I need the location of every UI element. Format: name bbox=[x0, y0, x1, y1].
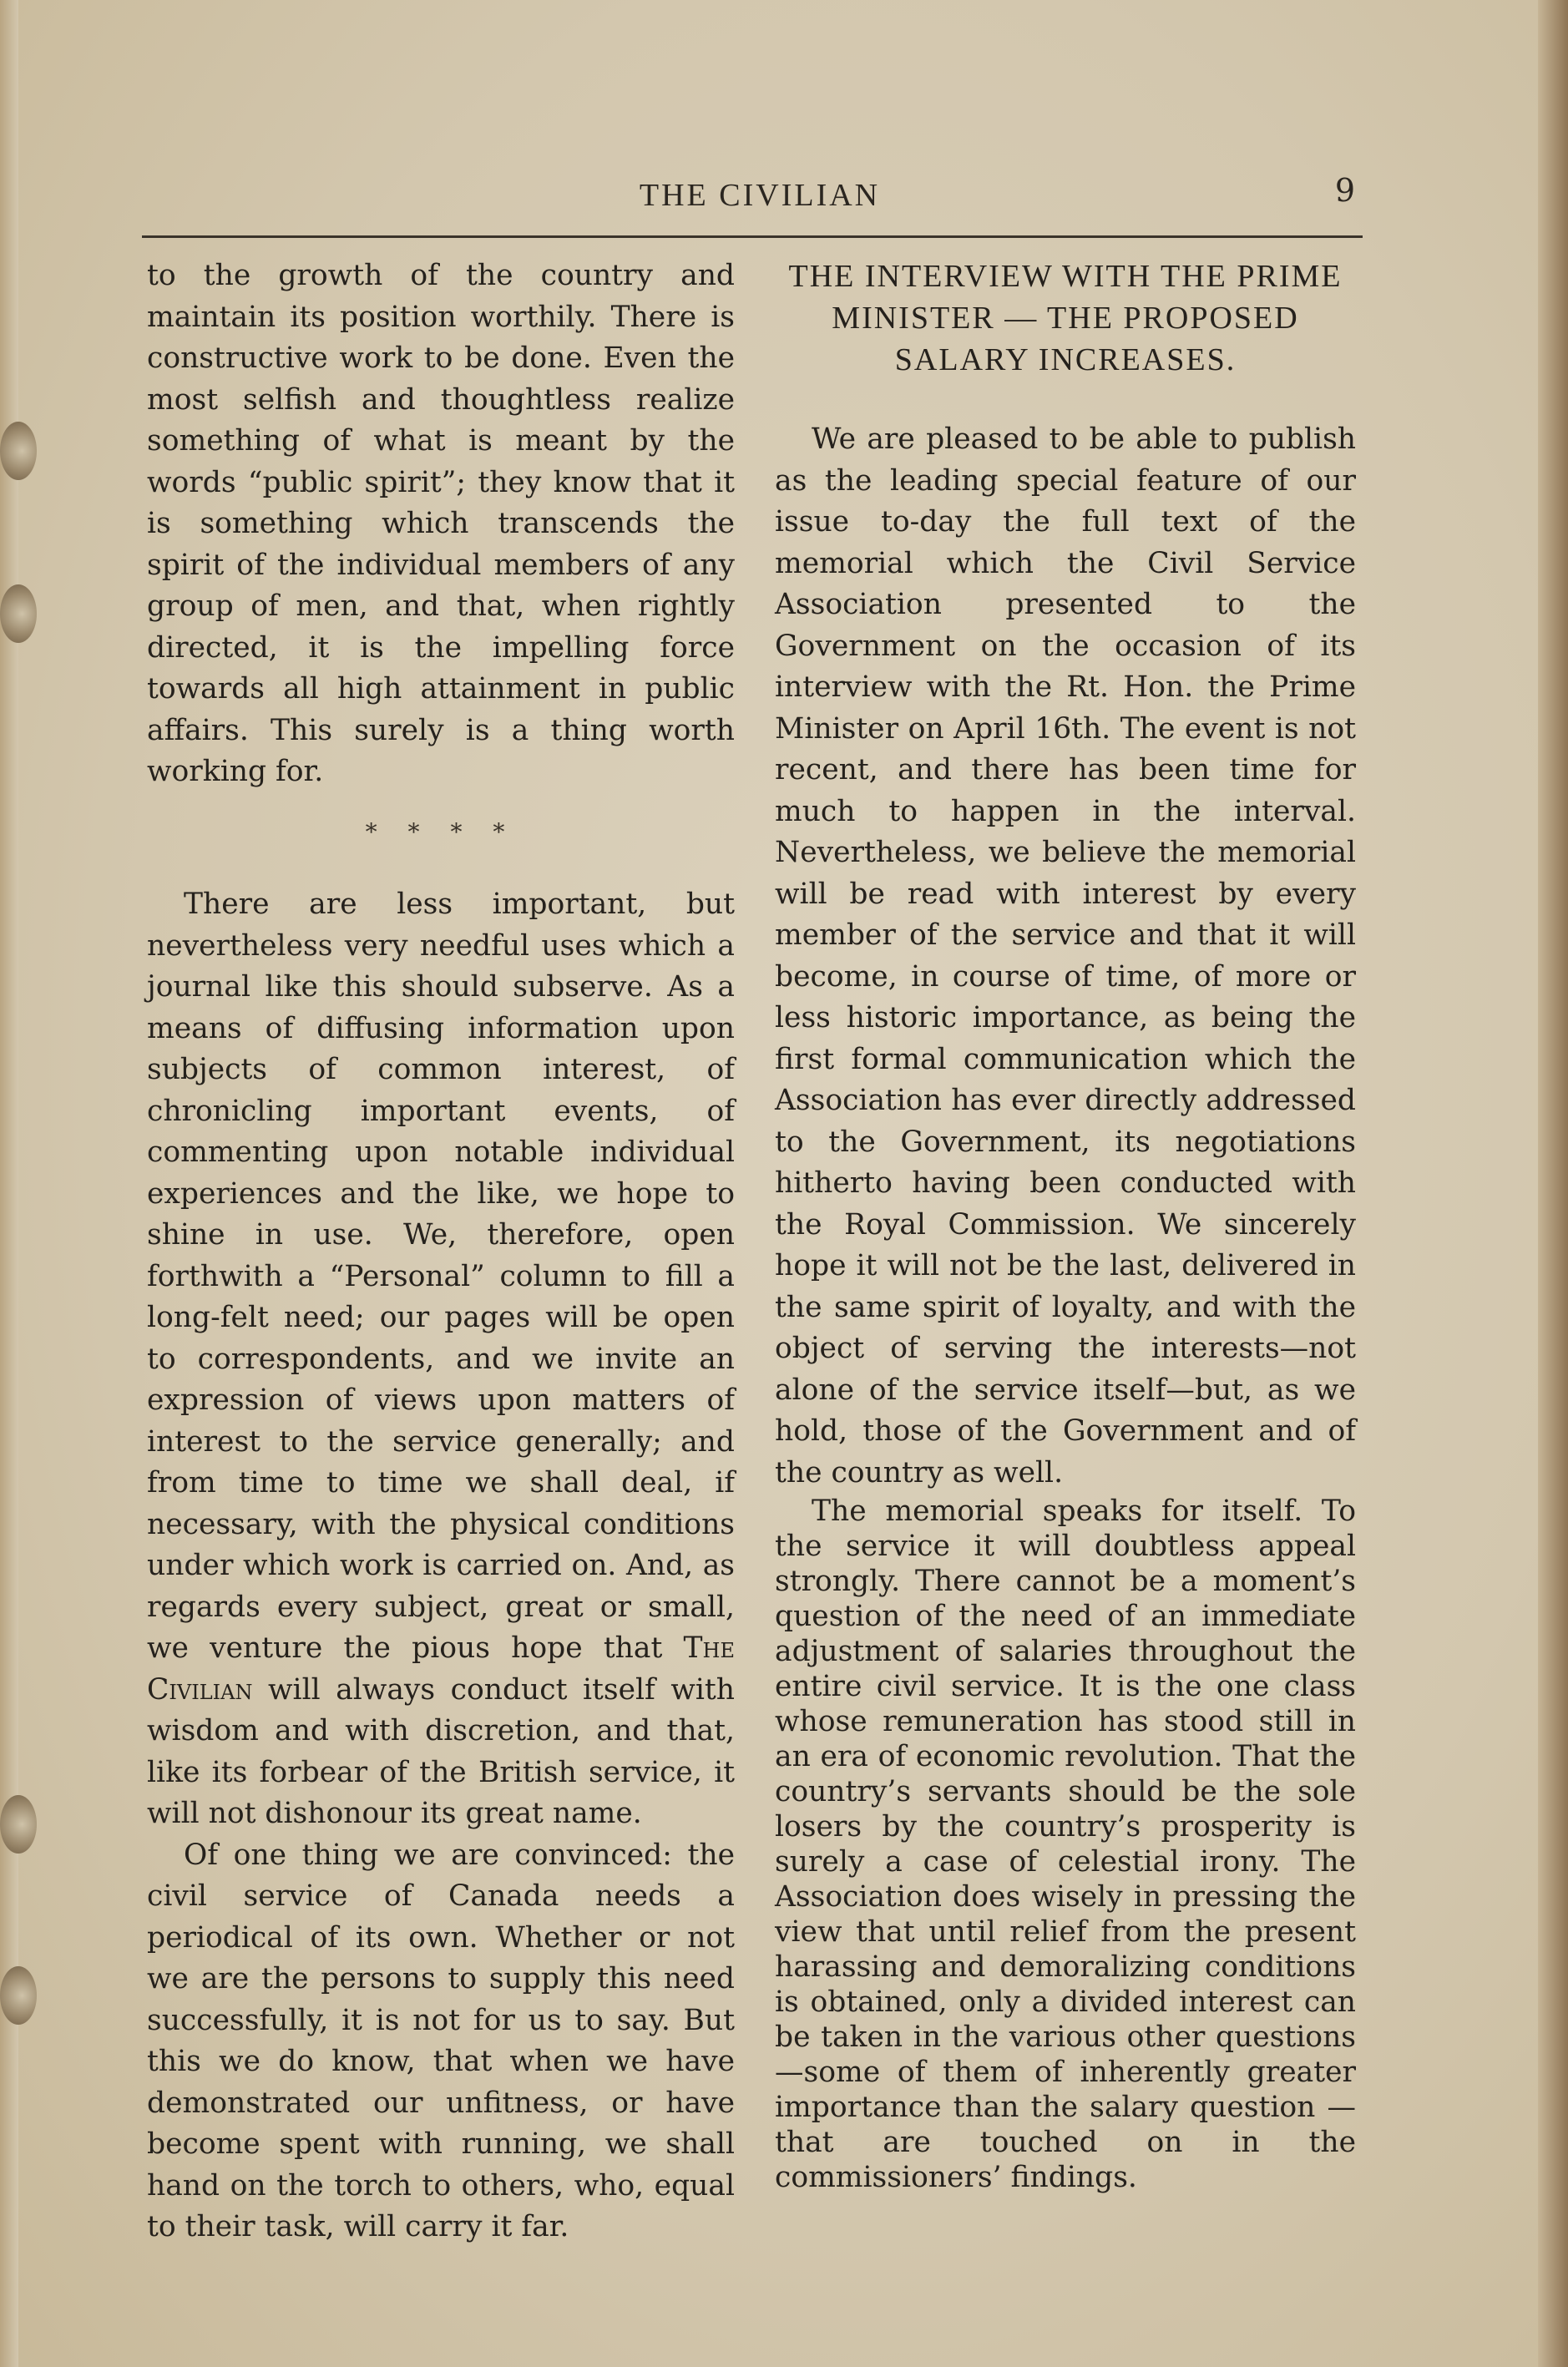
binding-hole bbox=[0, 1795, 37, 1854]
paragraph: The memorial speaks for itself. To the service it will doubtless appeal strongly. There cannot be a moment’s question of the need of an immediate adjustment of salaries throughout the entire civil service. It is the one class whose remuneration has stood still in an era of economic revolution. That the country’s servants should be the sole losers by the country’s prosperity is surely a case of celestial irony. The Association does wisely in pressing the view that until relief from the present harassing and demoralizing conditions is obtained, only a divided interest can be taken in the various other questions —some of them of inherently greater importance than the salary question —that are touched on in the commissioners’ findings. bbox=[775, 1495, 1356, 2194]
paragraph bbox=[147, 884, 735, 1835]
paragraph: Of one thing we are convinced: the civil service of Canada needs a periodical of its own. Whether or not we are the persons to supply this need successfully, it is not for us to say. But this we do know, that when we have demonstrated our unfitness, or have become spent with running, we shall hand on the torch to others, who, equal to their task, will carry it far. bbox=[147, 1838, 735, 2243]
section-separator: * * * * bbox=[365, 817, 517, 846]
paragraph-text: There are less important, but nevertheless very needful uses which a journal like this should subserve. As a means of diffusing information upon subjects of common interest, of chronicling important events, of commenting upon notable individual experiences and the like, we hope to shine in use. We, therefore, open forthwith a “Personal” column to fill a long-felt need; our pages will be open to correspondents, and we invite an expression of views upon matters of interest to the service generally; and from time to time we shall deal, if necessary, with the physical conditions under which work is carried on. And, as regards every subject, great or small, we venture the pious hope that bbox=[147, 888, 735, 1665]
paragraph: to the growth of the country and maintain its position worthily. There is constructive work to be done. Even the most selfish and thoughtless realize something of what is meant by the words “public spirit”; they know that it is something which transcends the spirit of the individual members of any group of men, and that, when rightly directed, it is the impelling force towards all high attainment in public affairs. This surely is a thing worth working for. bbox=[147, 259, 735, 788]
paragraph-text: will always conduct itself with wisdom and with discretion, and that, like its forbear of the British service, it will not dishonour its great name. bbox=[147, 1672, 736, 1830]
binding-hole bbox=[0, 422, 37, 480]
header-rule bbox=[142, 235, 1363, 238]
publication-name: The Civilian bbox=[147, 1631, 736, 1707]
left-column bbox=[147, 255, 735, 2248]
right-column bbox=[775, 255, 1356, 2195]
paragraph: We are pleased to be able to publish as the leading special feature of our issue to-day the full text of the memorial which the Civil Service Association presented to the Government on the occasion of its interview with the Rt. Hon. the Prime Minister on April 16th. The event is not recent, and there has been time for much to happen in the interval. Nevertheless, we believe the memorial will be read with interest by every member of the service and that it will become, in course of time, of more or less historic importance, as being the first formal communication which the Association has ever directly addressed to the Government, its negotiations hitherto having been conducted with the Royal Commission. We sincerely hope it will not be the last, delivered in the same spirit of loyalty, and with the object of serving the interests—not alone of the service itself—but, as we hold, those of the Government and of the country as well. bbox=[775, 422, 1356, 1489]
article-headline: THE INTERVIEW WITH THE PRIME MINISTER — THE PROPOSED SALARY INCREASES. bbox=[788, 259, 1343, 377]
running-header: THE CIVILIAN bbox=[639, 178, 881, 213]
binding-hole bbox=[0, 584, 37, 643]
page-number: 9 bbox=[1334, 172, 1356, 209]
page-edge bbox=[1538, 0, 1568, 2367]
binding-hole bbox=[0, 1966, 37, 2025]
